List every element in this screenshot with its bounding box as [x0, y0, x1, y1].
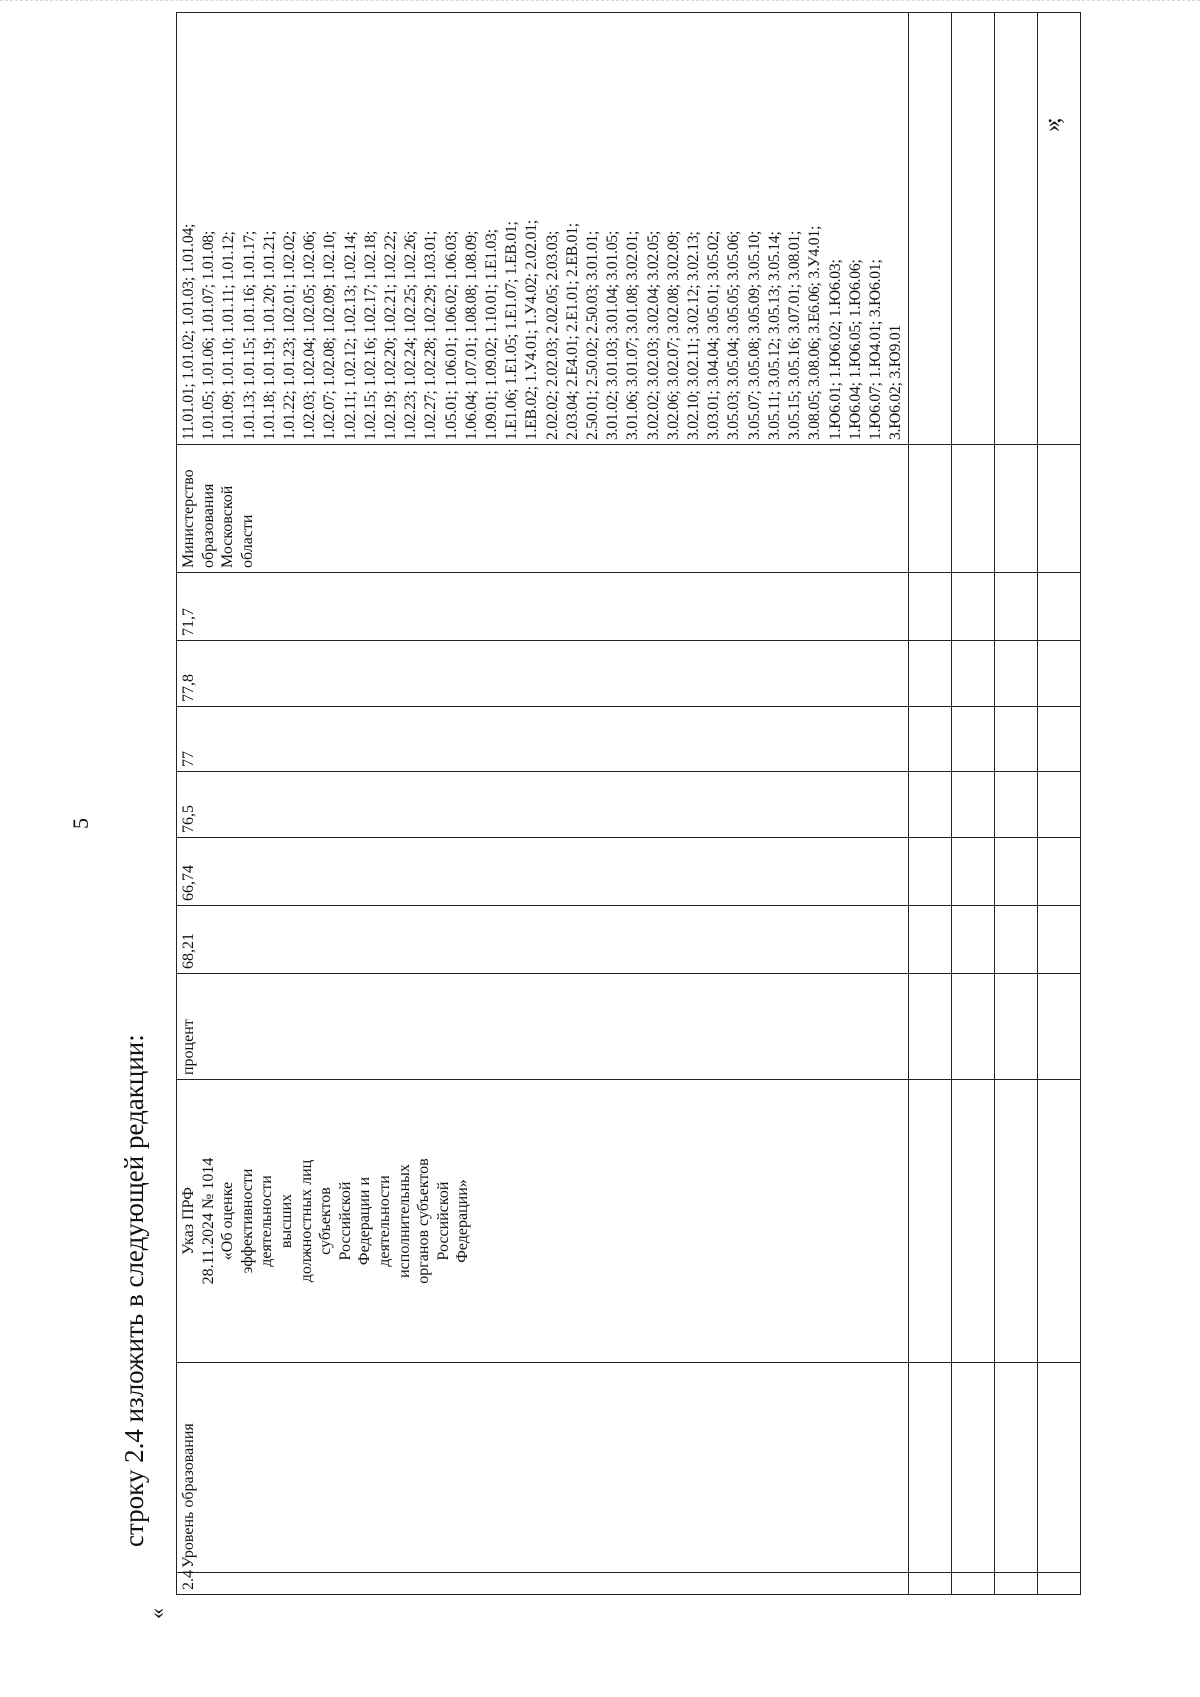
document-line: Указ ПРФ	[180, 1187, 197, 1255]
codes-line: 1.06.04; 1.07.01; 1.08.08; 1.08.09;	[462, 230, 480, 440]
empty-cell	[995, 573, 1038, 641]
document-line: высших	[277, 1193, 295, 1249]
empty-cell	[909, 1080, 952, 1363]
table-row-empty	[1038, 13, 1081, 1595]
source-document-cell	[177, 1080, 909, 1363]
empty-cell	[995, 838, 1038, 906]
codes-line: 1.05.01; 1.06.01; 1.06.02; 1.06.03;	[442, 230, 460, 440]
value-cell-1: 68,21	[177, 906, 909, 974]
codes-line: 1.01.13; 1.01.15; 1.01.16; 1.01.17;	[240, 230, 258, 440]
codes-line: 1.01.18; 1.01.19; 1.01.20; 1.01.21;	[260, 230, 278, 440]
empty-cell	[1038, 974, 1081, 1080]
codes-line: 1.EB.02; 1.У4.01; 1.У4.02; 2.02.01;	[523, 220, 541, 440]
empty-cell	[1038, 13, 1081, 445]
document-line: субъектов	[317, 1187, 335, 1255]
empty-cell	[952, 1363, 995, 1573]
empty-cell	[952, 906, 995, 974]
value-cell-5: 77,8	[177, 641, 909, 707]
value-cell-4: 77	[177, 707, 909, 772]
document-line: Российской	[336, 1181, 354, 1261]
empty-cell	[995, 974, 1038, 1080]
event-codes-cell	[177, 13, 909, 445]
empty-cell	[995, 772, 1038, 838]
empty-cell	[909, 641, 952, 707]
closing-quote: »;	[1040, 121, 1066, 132]
document-line: 28.11.2024 № 1014	[199, 1157, 217, 1285]
document-line: Федерации»	[454, 1179, 472, 1263]
empty-cell	[909, 772, 952, 838]
document-line: деятельности	[375, 1175, 393, 1267]
codes-line: 3.03.01; 3.04.04; 3.05.01; 3.05.02;	[705, 230, 723, 440]
codes-line: 1.01.05; 1.01.06; 1.01.07; 1.01.08;	[200, 230, 218, 440]
responsible-line: области	[238, 514, 256, 568]
empty-cell	[995, 1573, 1038, 1595]
value-cell-2: 66,74	[177, 838, 909, 906]
document-line: деятельности	[258, 1175, 276, 1267]
value-cell-3: 76,5	[177, 772, 909, 838]
codes-line: 3.02.06; 3.02.07; 3.02.08; 3.02.09;	[664, 230, 682, 440]
document-line: органов субъектов	[415, 1158, 433, 1284]
empty-cell	[909, 707, 952, 772]
empty-cell	[995, 1363, 1038, 1573]
codes-line: 1.02.27; 1.02.28; 1.02.29; 1.03.01;	[422, 230, 440, 440]
empty-cell	[952, 641, 995, 707]
table-row-empty	[952, 13, 995, 1595]
empty-cell	[909, 838, 952, 906]
empty-cell	[952, 445, 995, 573]
document-line: эффективности	[238, 1168, 256, 1274]
codes-line: 3.08.05; 3.08.06; 3.E6.06; 3.У4.01;	[806, 225, 824, 440]
codes-line: 11.01.01; 1.01.02; 1.01.03; 1.01.04;	[180, 223, 197, 440]
amendment-heading: строку 2.4 изложить в следующей редакции:	[119, 1034, 149, 1547]
empty-cell	[909, 906, 952, 974]
empty-cell	[909, 974, 952, 1080]
document-line: Российской	[434, 1181, 452, 1261]
empty-cell	[909, 1573, 952, 1595]
document-line: «Об оценке	[219, 1181, 237, 1261]
empty-cell	[909, 573, 952, 641]
codes-line: 1.Ю6.07; 1.Ю4.01; 3.Ю6.01;	[866, 259, 884, 440]
codes-line: 1.01.22; 1.01.23; 1.02.01; 1.02.02;	[281, 230, 299, 440]
empty-cell	[995, 445, 1038, 573]
codes-line: 3.02.10; 3.02.11; 3.02.12; 3.02.13;	[685, 231, 703, 440]
page-number: 5	[68, 818, 93, 829]
table-row-empty	[909, 13, 952, 1595]
empty-cell	[1038, 573, 1081, 641]
codes-line: 3.05.11; 3.05.12; 3.05.13; 3.05.14;	[765, 231, 783, 440]
empty-cell	[909, 13, 952, 445]
empty-cell	[1038, 1363, 1081, 1573]
unit-cell: процент	[177, 974, 909, 1080]
empty-cell	[952, 1080, 995, 1363]
document-line: исполнительных	[395, 1164, 413, 1278]
empty-cell	[995, 641, 1038, 707]
empty-cell	[1038, 641, 1081, 707]
empty-cell	[1038, 707, 1081, 772]
table-row-empty	[995, 13, 1038, 1595]
empty-cell	[1038, 1080, 1081, 1363]
empty-cell	[909, 445, 952, 573]
responsible-line: Министерство	[180, 469, 197, 568]
codes-line: 1.02.03; 1.02.04; 1.02.05; 1.02.06;	[301, 230, 319, 440]
codes-line: 1.02.15; 1.02.16; 1.02.17; 1.02.18;	[361, 230, 379, 440]
empty-cell	[952, 974, 995, 1080]
empty-cell	[995, 707, 1038, 772]
empty-cell	[995, 13, 1038, 445]
codes-line: 1.09.01; 1.09.02; 1.10.01; 1.E1.03;	[483, 229, 501, 440]
codes-line: 1.02.19; 1.02.20; 1.02.21; 1.02.22;	[382, 230, 400, 440]
codes-line: 3.02.02; 3.02.03; 3.02.04; 3.02.05;	[644, 230, 662, 440]
document-line: должностных лиц	[297, 1159, 315, 1283]
table-row	[177, 13, 909, 1595]
codes-line: 3.Ю6.02; 3.Ю9.01	[887, 324, 905, 440]
opening-quote: «	[144, 1608, 169, 1619]
row-number-cell: 2.4	[177, 1573, 909, 1595]
empty-cell	[952, 1573, 995, 1595]
empty-cell	[1038, 772, 1081, 838]
responsible-line: Московской	[219, 485, 237, 568]
empty-cell	[995, 1080, 1038, 1363]
empty-cell	[1038, 1573, 1081, 1595]
document-line: Федерации и	[356, 1176, 374, 1266]
empty-cell	[1038, 838, 1081, 906]
codes-line: 1.Ю6.01; 1.Ю6.02; 1.Ю6.03;	[826, 259, 844, 440]
codes-line: 2.02.02; 2.02.03; 2.02.05; 2.03.03;	[543, 230, 561, 440]
empty-cell	[1038, 445, 1081, 573]
empty-cell	[952, 13, 995, 445]
codes-line: 1.Ю6.04; 1.Ю6.05; 1.Ю6.06;	[846, 259, 864, 440]
codes-line: 3.01.06; 3.01.07; 3.01.08; 3.02.01;	[624, 230, 642, 440]
codes-line: 3.01.02; 3.01.03; 3.01.04; 3.01.05;	[604, 230, 622, 440]
empty-cell	[995, 906, 1038, 974]
empty-cell	[952, 707, 995, 772]
codes-line: 1.02.23; 1.02.24; 1.02.25; 1.02.26;	[402, 230, 420, 440]
empty-cell	[909, 1363, 952, 1573]
empty-cell	[952, 838, 995, 906]
responsible-body-cell	[177, 445, 909, 573]
indicator-table	[176, 12, 1081, 1595]
codes-line: 3.05.07; 3.05.08; 3.05.09; 3.05.10;	[745, 230, 763, 440]
codes-line: 2.50.01; 2.50.02; 2.50.03; 3.01.01;	[584, 230, 602, 440]
empty-cell	[952, 573, 995, 641]
codes-line: 3.05.03; 3.05.04; 3.05.05; 3.05.06;	[725, 230, 743, 440]
codes-line: 3.05.15; 3.05.16; 3.07.01; 3.08.01;	[786, 230, 804, 440]
codes-line: 1.02.07; 1.02.08; 1.02.09; 1.02.10;	[321, 230, 339, 440]
codes-line: 2.03.04; 2.E4.01; 2.E1.01; 2.EB.01;	[563, 223, 581, 440]
codes-line: 1.02.11; 1.02.12; 1.02.13; 1.02.14;	[341, 231, 359, 440]
value-cell-6: 71,7	[177, 573, 909, 641]
codes-line: 1.01.09; 1.01.10; 1.01.11; 1.01.12;	[220, 231, 238, 440]
responsible-line: образования	[199, 483, 217, 568]
indicator-name-cell: Уровень образования	[177, 1363, 909, 1573]
codes-line: 1.E1.06; 1.E1.05; 1.E1.07; 1.EB.01;	[503, 221, 521, 440]
empty-cell	[952, 772, 995, 838]
empty-cell	[1038, 906, 1081, 974]
